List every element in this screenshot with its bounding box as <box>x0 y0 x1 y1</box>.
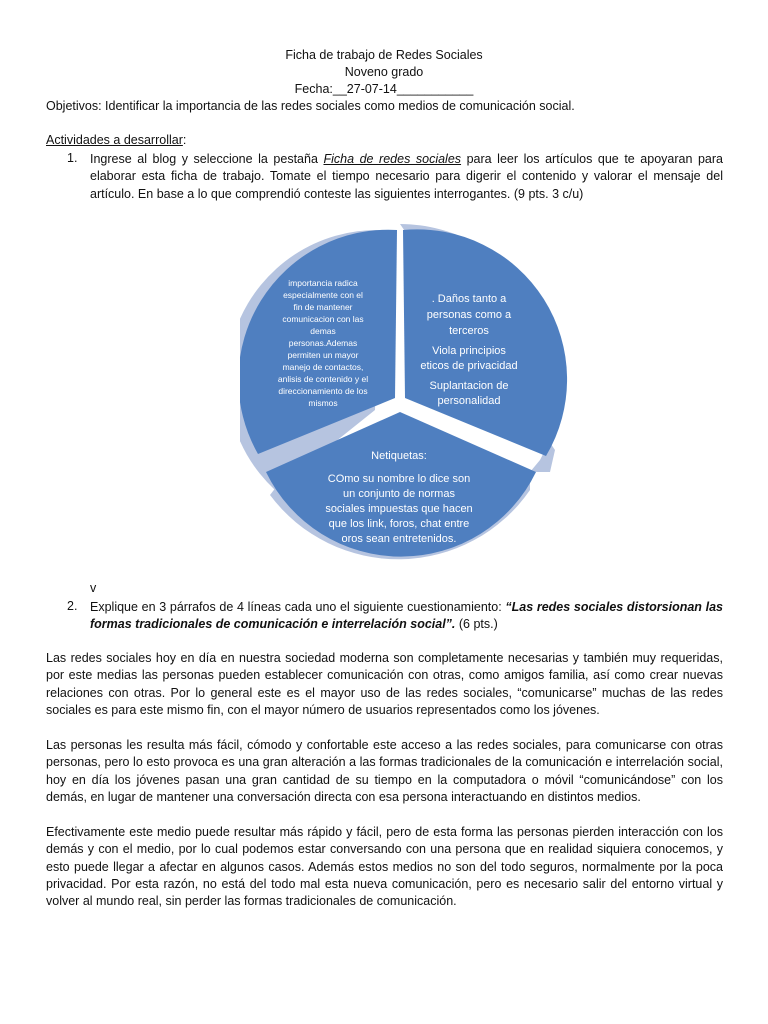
answer-paragraph-3: Efectivamente este medio puede resultar más rápido y fácil, pero de esta forma las personas pierden interacción con los demás y con el medio, por lo cual podemos estar conversando con una persona que en realidad siquiera conocemos, y esto puede llegar a afectar en algunos casos. Además estos medios no son del todo seguros, normalmente por la poca privacidad. Por esta razón, no está del todo mal esta nueva comunicación, pero es necesario salir del entorno virtual y volver al mundo real, sin perder las formas tradicionales de comunicación. <box>46 825 723 909</box>
ficha-redes-sociales-link[interactable]: Ficha de redes sociales <box>323 152 462 166</box>
activity2-text <box>90 599 723 634</box>
activity1-intro: Ingrese al blog y seleccione la pestaña <box>90 152 324 166</box>
left-line: direccionamiento de los <box>278 386 368 396</box>
activity2-points: (6 pts.) <box>455 617 498 632</box>
left-line: manejo de contactos, <box>282 362 364 372</box>
bottom-line: COmo su nombre lo dice son <box>327 473 471 485</box>
stray-mark: v <box>90 581 97 595</box>
cycle-diagram <box>240 210 580 580</box>
activity1-text <box>90 151 723 203</box>
segment-right <box>403 229 567 456</box>
objectives-text: Objetivos: Identificar la importancia de las redes sociales como medios de comunicación social. <box>46 99 575 113</box>
left-line: personas.Ademas <box>288 338 358 348</box>
activity2-intro: Explique en 3 párrafos de 4 líneas cada uno el siguiente cuestionamiento: <box>90 600 506 614</box>
left-line: demas <box>310 326 336 336</box>
activity1-number: 1. <box>67 151 78 165</box>
grade-label: Noveno grado <box>344 65 424 79</box>
activity1-rest: para leer los artículos que te apoyaran para elaborar esta ficha de trabajo. Tomate el tiempo necesario para digerir el contenido y valorar el mensaje del artículo. En base a lo que comprendió conteste las siguientes interrogantes. (9 pts. 3 c/u) <box>90 152 723 201</box>
activities-heading-text: Actividades a desarrollar <box>46 133 183 147</box>
date-label: Fecha:__27-07-14___________ <box>294 82 474 96</box>
left-line: anlisis de contenido y el <box>277 374 369 384</box>
bottom-title: Netiquetas: <box>371 450 427 462</box>
bottom-line: sociales impuestas que hacen <box>325 503 473 515</box>
bottom-line: que los link, foros, chat entre <box>328 518 470 530</box>
activity2-number: 2. <box>67 599 78 613</box>
left-line: comunicacion con las <box>282 314 364 324</box>
activity2-quote: “Las redes sociales distorsionan las formas tradicionales de comunicación e interrelación social”. <box>90 600 723 632</box>
right-line: Suplantacion de <box>429 380 509 392</box>
left-line: especialmente con el <box>283 290 363 300</box>
segment-left-text <box>278 278 368 408</box>
left-line: permiten un mayor <box>287 350 359 360</box>
answer-paragraph-1: Las redes sociales hoy en día en nuestra sociedad moderna son completamente necesarias y también muy requeridas, por este medias las personas pueden establecer comunicación con otras, como amigos familia, así como crear nuevas relaciones con otras. Por lo general este es el mayor uso de las redes sociales, “comunicarse” muchas de las redes sociales es para este mismo fin, con el mayor número de usuarios representados como los jóvenes. <box>46 651 723 717</box>
right-line: terceros <box>449 325 489 337</box>
bottom-line: oros sean entretenidos. <box>341 533 457 545</box>
answer-paragraph-2: Las personas les resulta más fácil, cómodo y confortable este acceso a las redes sociales, para comunicarse con otras personas, pero lo esto provoca es una gran alteración a las formas tradicionales de la comunicación e interrelación social, hoy en día los jóvenes pasan una gran cantidad de su tiempo en la computadora o móvil “comunicándose” con los demás, en lugar de mantener una conversación directa con esa persona interactuando en distintos medios. <box>46 738 723 804</box>
segment-right-text <box>420 293 517 407</box>
worksheet-title: Ficha de trabajo de Redes Sociales <box>285 48 483 62</box>
activities-heading <box>46 133 186 147</box>
left-line: mismos <box>308 398 338 408</box>
left-line: fin de mantener <box>293 302 353 312</box>
bottom-line: un conjunto de normas <box>343 488 455 500</box>
left-line: importancia radica <box>288 278 358 288</box>
right-line: Viola principios <box>432 345 506 357</box>
right-line: personas como a <box>426 309 512 321</box>
right-line: . Daños tanto a <box>431 293 507 305</box>
activities-heading-colon: : <box>182 133 187 147</box>
right-line: eticos de privacidad <box>420 360 518 372</box>
right-line: personalidad <box>437 395 501 407</box>
